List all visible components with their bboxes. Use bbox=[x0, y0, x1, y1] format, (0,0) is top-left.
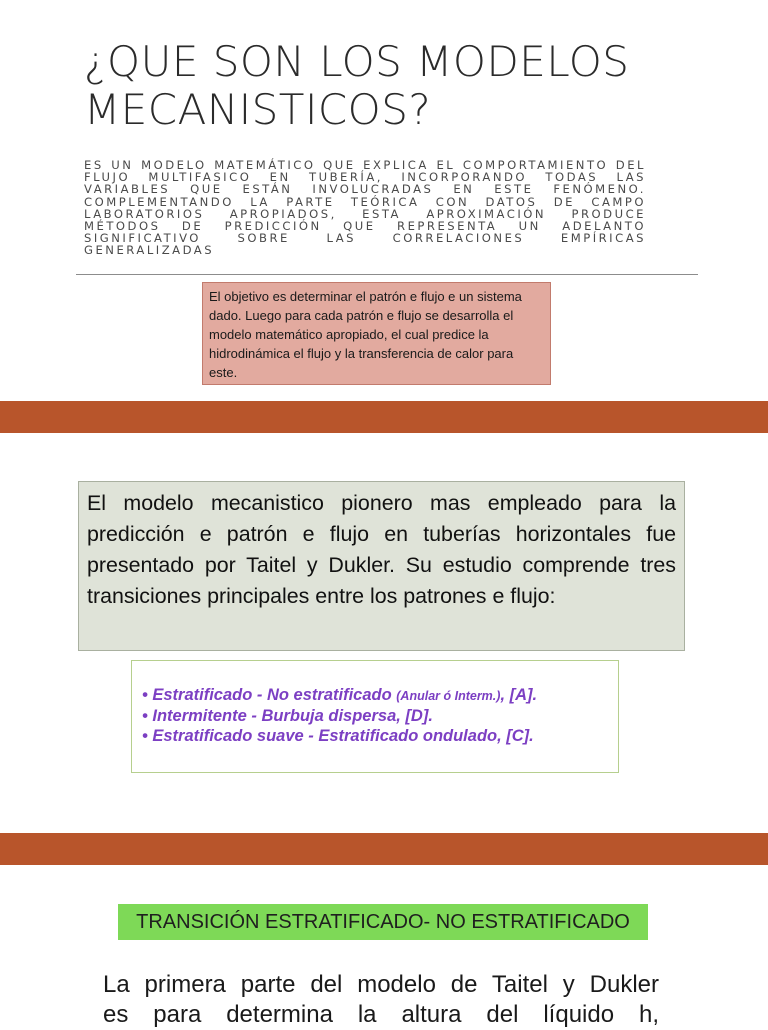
transitions-list bbox=[131, 660, 619, 773]
title-line-1: ¿QUE SON LOS MODELOS bbox=[84, 37, 630, 86]
model-text-line-1: La primera parte del modelo de Taitel y Dukler bbox=[103, 971, 659, 998]
model-text bbox=[103, 970, 659, 1030]
pioneer-model-box: El modelo mecanistico pionero mas empleado para la predicción e patrón e flujo en tuberías horizontales fue presentado por Taitel y Dukler. Su estudio comprende tres transiciones principales entre los patrones e flujo: bbox=[78, 481, 685, 651]
list-item-note: (Anular ó Interm.) bbox=[396, 689, 501, 703]
list-item-stratified bbox=[142, 685, 608, 706]
slide-title bbox=[84, 38, 704, 134]
transition-label: TRANSICIÓN ESTRATIFICADO- NO ESTRATIFICADO bbox=[118, 904, 648, 940]
slide-1 bbox=[0, 0, 768, 402]
title-line-2: MECANISTICOS? bbox=[84, 85, 432, 134]
list-item-main: • Estratificado - No estratificado bbox=[142, 686, 392, 704]
model-text-line-2: es para determina la altura del líquido h, bbox=[103, 1001, 659, 1028]
slide-subtitle: ES UN MODELO MATEMÁTICO QUE EXPLICA EL COMPORTAMIENTO DEL FLUJO MULTIFASICO EN TUBERÍA, INCORPORANDO TODAS LAS VARIABLES QUE ESTÁN INVOLUCRADAS EN ESTE FENÓMENO. COMPLEMENTANDO LA PARTE TEÓRICA CON DATOS DE CAMPO LABORATORIOS APROPIADOS, ESTA APROXIMACIÓN PRODUCE MÉTODOS DE PREDICCIÓN QUE REPRESENTA UN ADELANTO SIGNIFICATIVO SOBRE LAS CORRELACIONES EMPÍRICAS GENERALIZADAS bbox=[84, 158, 646, 258]
list-item-smooth: • Estratificado suave - Estratificado ondulado, [C]. bbox=[142, 727, 534, 745]
divider-line bbox=[76, 274, 698, 275]
list-item-tail: , [A]. bbox=[500, 686, 538, 704]
objective-box: El objetivo es determinar el patrón e flujo e un sistema dado. Luego para cada patrón e flujo se desarrolla el modelo matemático apropiado, el cual predice la hidrodinámica el flujo y la transferencia de calor para este. bbox=[202, 282, 551, 385]
separator-band-2 bbox=[0, 833, 768, 865]
list-item-intermittent: • Intermitente - Burbuja dispersa, [D]. bbox=[142, 707, 433, 725]
separator-band-1 bbox=[0, 401, 768, 433]
